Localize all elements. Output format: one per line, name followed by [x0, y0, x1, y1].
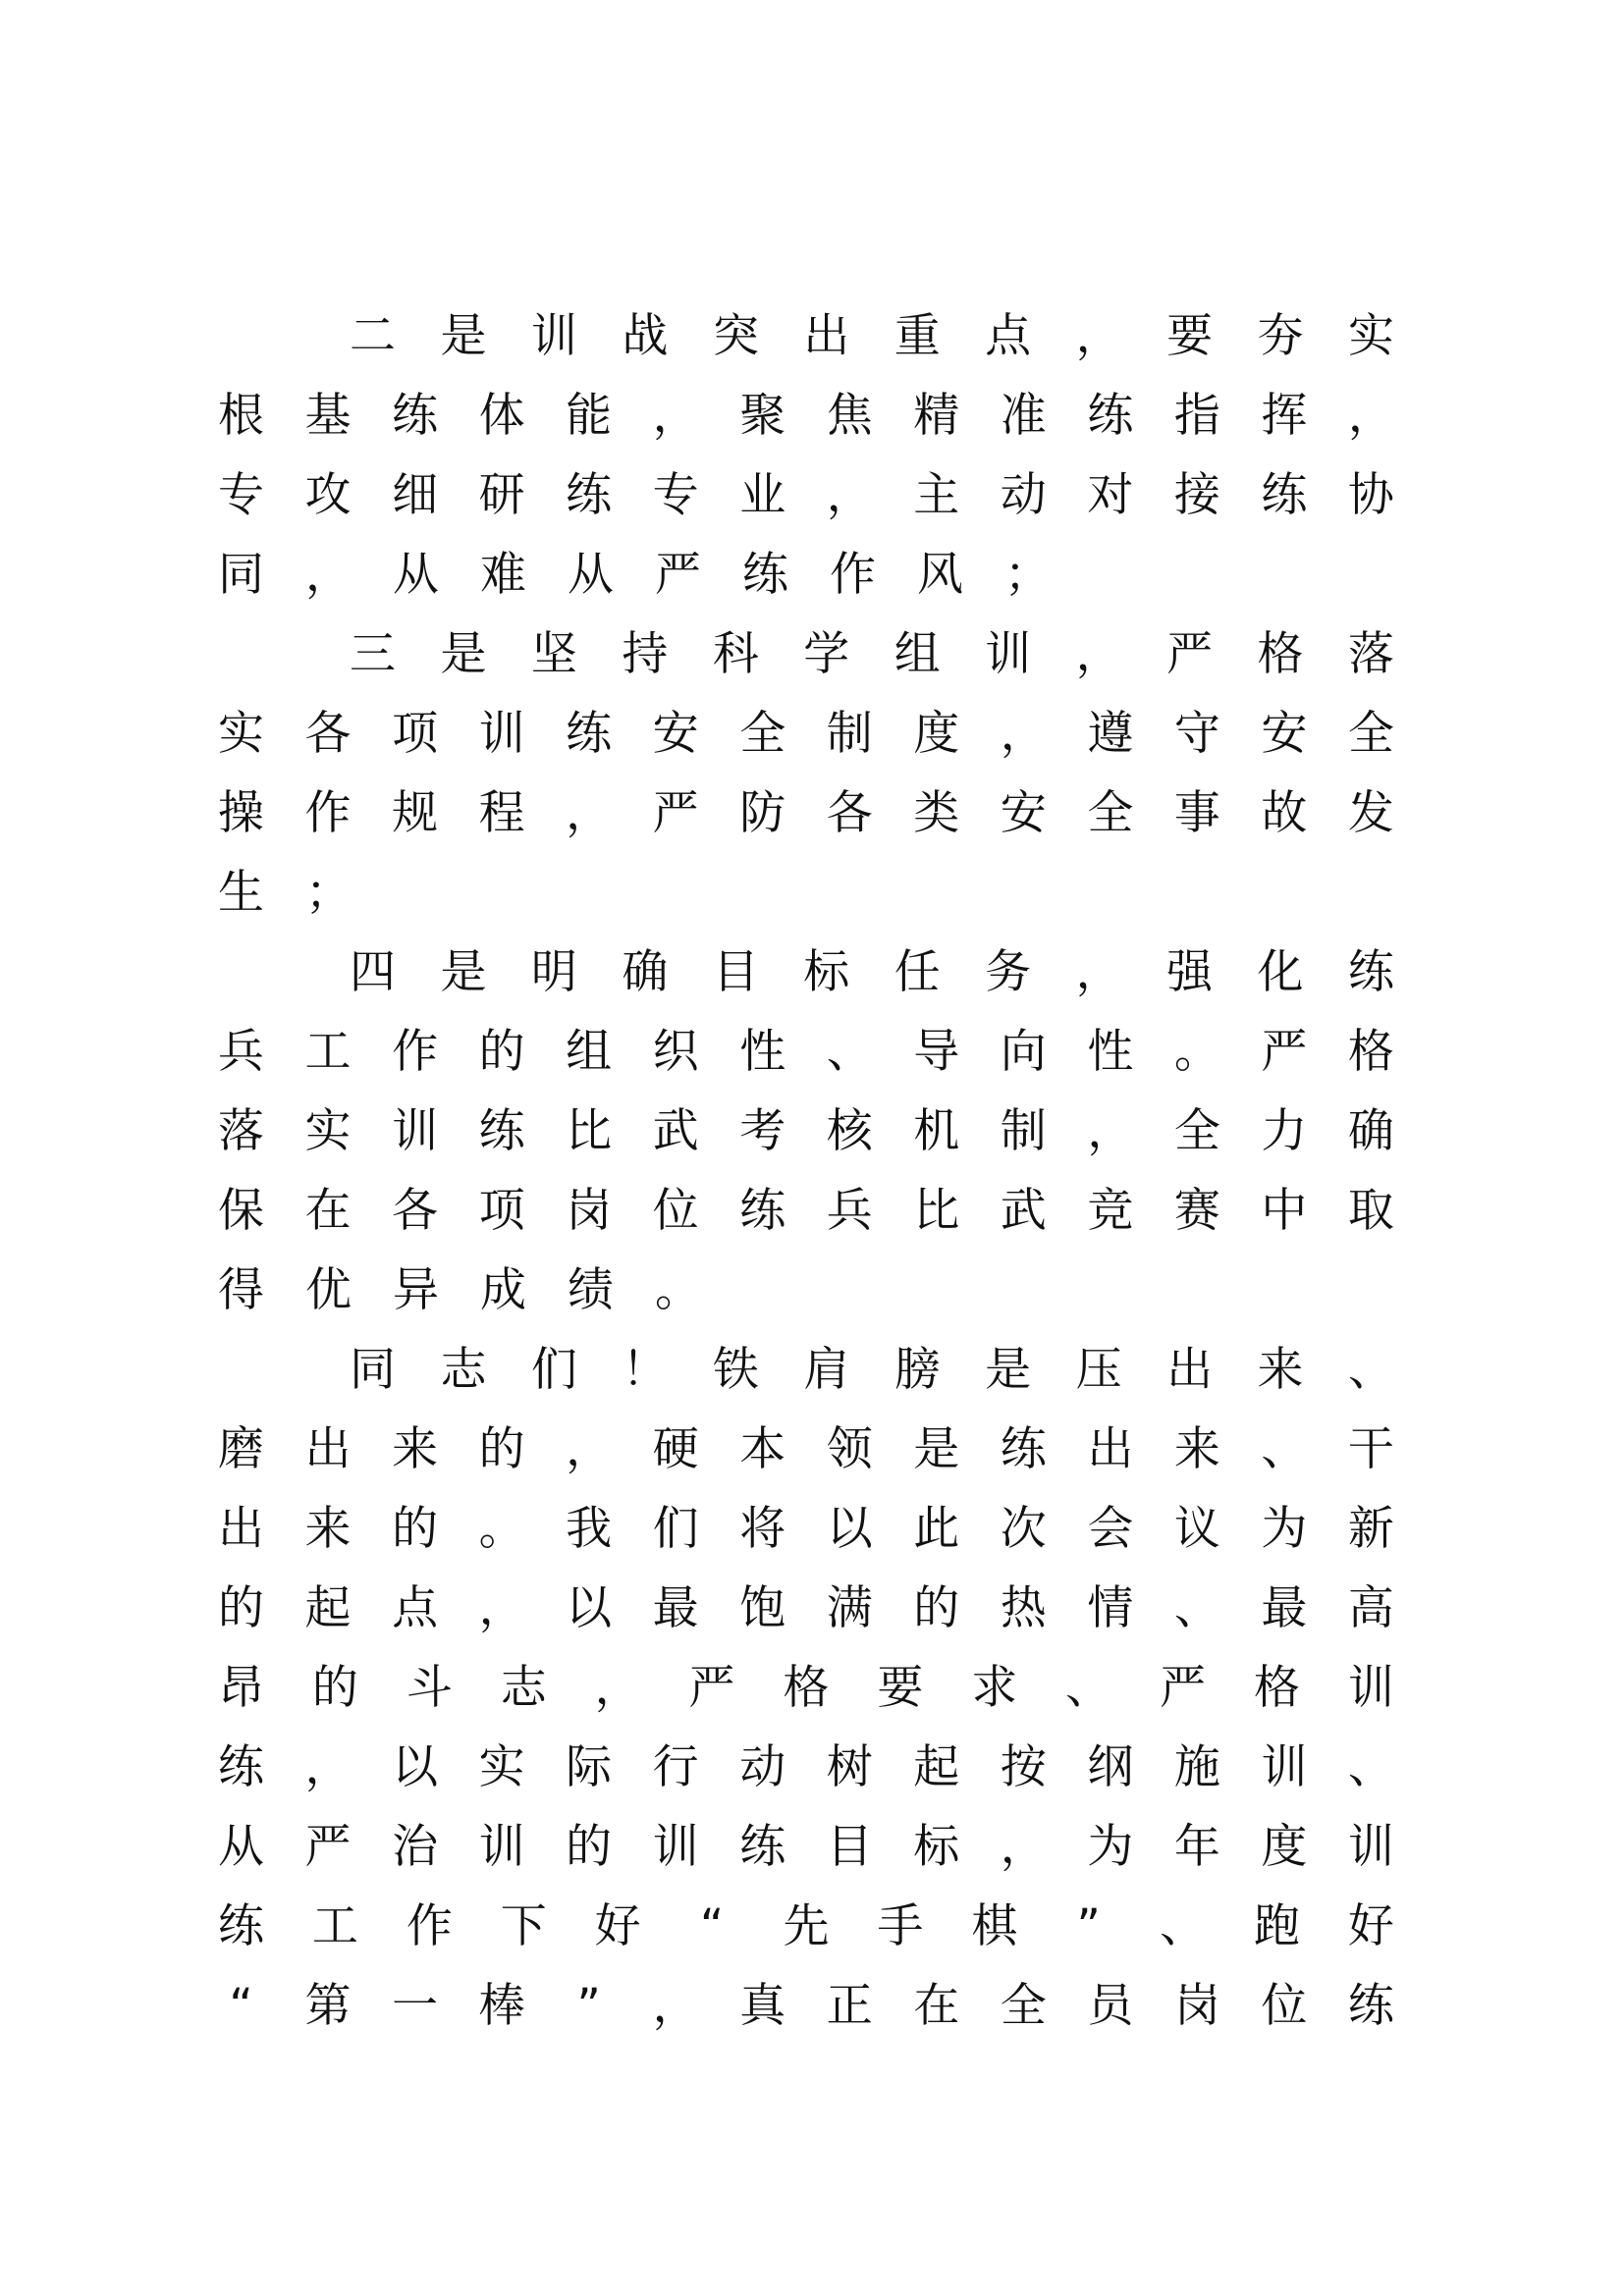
text-char: 膀	[893, 1343, 941, 1397]
text-char: 实	[304, 1104, 352, 1158]
text-char: 比	[566, 1104, 613, 1158]
text-char: 训	[392, 1104, 439, 1158]
text-char: 满	[826, 1581, 873, 1635]
text-char: 主	[913, 468, 960, 522]
text-char: ，	[594, 1661, 641, 1715]
text-char: 纲	[1087, 1740, 1134, 1794]
text-char: 坚	[530, 627, 577, 681]
text-char: ，	[566, 786, 613, 840]
text-line	[218, 296, 1394, 376]
text-char: 议	[1173, 1502, 1220, 1556]
text-char: 作	[304, 786, 352, 840]
text-char: ，	[652, 1979, 699, 2033]
text-char: ”	[576, 1979, 601, 2033]
text-char: 导	[913, 1025, 960, 1079]
text-line	[218, 614, 1394, 694]
text-line	[218, 1410, 1394, 1489]
text-char: 异	[393, 1263, 439, 1317]
text-char: 来	[1257, 1343, 1304, 1397]
text-line	[218, 1887, 1394, 1966]
text-char: 严	[304, 1820, 352, 1874]
text-char: 手	[877, 1899, 924, 1953]
text-char: 是	[913, 1422, 960, 1476]
text-char: 同	[218, 548, 264, 602]
text-char: 二	[350, 309, 396, 363]
text-char: 练	[1347, 945, 1394, 999]
text-char: 志	[440, 1343, 487, 1397]
text-char: 行	[652, 1740, 699, 1794]
text-char: 。	[478, 1502, 525, 1556]
text-char: 焦	[826, 389, 873, 443]
text-char: 们	[530, 1343, 577, 1397]
text-char: 将	[739, 1502, 786, 1556]
text-char: 精	[913, 389, 960, 443]
text-char: 高	[1347, 1581, 1394, 1635]
text-char: 成	[480, 1263, 526, 1317]
text-char: 得	[218, 1263, 264, 1317]
text-line	[218, 1092, 1394, 1171]
text-char: 故	[1261, 786, 1308, 840]
text-char: 、	[1065, 1661, 1112, 1715]
text-char: ；	[305, 866, 352, 920]
text-char: 安	[1261, 707, 1308, 761]
text-char: 点	[392, 1581, 439, 1635]
text-char: 练	[1087, 389, 1134, 443]
text-char: 对	[1087, 468, 1134, 522]
text-char: 起	[913, 1740, 960, 1794]
text-char: 全	[739, 707, 786, 761]
text-char: 体	[478, 389, 525, 443]
text-char: 此	[913, 1502, 960, 1556]
text-line	[218, 933, 1394, 1012]
text-char: 来	[304, 1502, 352, 1556]
text-char: 来	[1173, 1422, 1220, 1476]
text-char: 练	[742, 548, 788, 602]
text-char: 守	[1173, 707, 1220, 761]
text-char: 全	[1087, 786, 1134, 840]
text-char: 好	[1347, 1899, 1394, 1953]
text-char: 在	[913, 1979, 960, 2033]
text-char: 训	[1347, 1820, 1394, 1874]
text-char: 练	[218, 1740, 264, 1794]
text-char: 绩	[568, 1263, 614, 1317]
text-char: 组	[566, 1025, 613, 1079]
text-char: 专	[652, 468, 699, 522]
text-char: 项	[478, 1184, 525, 1238]
text-char: 的	[218, 1581, 264, 1635]
text-char: 确	[1347, 1104, 1394, 1158]
text-char: 落	[1347, 627, 1394, 681]
text-char: 全	[1000, 1979, 1047, 2033]
text-line	[218, 853, 1394, 933]
text-char: 训	[478, 707, 525, 761]
text-char: 性	[1087, 1025, 1134, 1079]
text-char: 目	[712, 945, 759, 999]
text-char: 协	[1347, 468, 1394, 522]
text-char: 出	[1166, 1343, 1214, 1397]
body-text	[218, 296, 1394, 2046]
text-char: 兵	[826, 1184, 873, 1238]
text-char: ”	[1076, 1899, 1101, 1953]
text-char: 作	[830, 548, 876, 602]
text-char: 训	[1347, 1661, 1394, 1715]
text-char: 遵	[1087, 707, 1134, 761]
text-char: 要	[877, 1661, 924, 1715]
text-line	[218, 1330, 1394, 1410]
text-char: ，	[1000, 707, 1047, 761]
text-char: 根	[218, 389, 264, 443]
text-char: 难	[480, 548, 526, 602]
text-char: 防	[739, 786, 786, 840]
text-char: ，	[478, 1581, 525, 1635]
text-char: 练	[1000, 1422, 1047, 1476]
text-char: 是	[440, 945, 487, 999]
text-char: 为	[1261, 1502, 1308, 1556]
text-char: 施	[1173, 1740, 1220, 1794]
text-char: 。	[1173, 1025, 1220, 1079]
text-char: 接	[1173, 468, 1220, 522]
text-char: 们	[652, 1502, 699, 1556]
text-char: 各	[304, 707, 352, 761]
text-char: 本	[739, 1422, 786, 1476]
text-char: 出	[803, 309, 850, 363]
text-char: 度	[913, 707, 960, 761]
text-char: 工	[304, 1025, 352, 1079]
text-char: 风	[917, 548, 963, 602]
text-char: 竞	[1087, 1184, 1134, 1238]
text-char: 落	[218, 1104, 264, 1158]
text-char: “	[699, 1899, 725, 1953]
text-char: 武	[652, 1104, 699, 1158]
text-char: 位	[652, 1184, 699, 1238]
text-char: 按	[1000, 1740, 1047, 1794]
text-char: 第	[304, 1979, 352, 2033]
text-char: 挥	[1261, 389, 1308, 443]
text-char: 指	[1173, 389, 1220, 443]
text-char: 全	[1347, 707, 1394, 761]
text-char: 树	[826, 1740, 873, 1794]
text-char: 取	[1347, 1184, 1394, 1238]
text-char: 组	[893, 627, 941, 681]
text-char: 核	[826, 1104, 873, 1158]
text-line	[218, 1012, 1394, 1092]
text-char: 练	[566, 468, 613, 522]
text-char: 练	[1261, 468, 1308, 522]
text-line	[218, 1489, 1394, 1569]
text-char: 棒	[478, 1979, 525, 2033]
text-char: 斗	[406, 1661, 453, 1715]
text-char: ，	[1075, 309, 1122, 363]
text-char: 作	[392, 1025, 439, 1079]
text-char: 为	[1087, 1820, 1134, 1874]
text-char: 化	[1257, 945, 1304, 999]
text-char: 目	[826, 1820, 873, 1874]
text-char: 安	[1000, 786, 1047, 840]
text-char: 度	[1261, 1820, 1308, 1874]
text-char: 织	[652, 1025, 699, 1079]
text-char: 考	[739, 1104, 786, 1158]
text-char: 、	[1347, 1740, 1394, 1794]
text-line	[218, 1728, 1394, 1807]
text-char: 的	[913, 1581, 960, 1635]
text-char: 在	[304, 1184, 352, 1238]
text-char: 力	[1261, 1104, 1308, 1158]
text-char: 格	[1253, 1661, 1300, 1715]
text-char: 动	[1000, 468, 1047, 522]
text-char: 向	[1000, 1025, 1047, 1079]
text-char: 出	[304, 1422, 352, 1476]
text-char: 实	[1347, 309, 1394, 363]
text-char: 员	[1087, 1979, 1134, 2033]
text-char: 各	[392, 1184, 439, 1238]
text-char: 制	[826, 707, 873, 761]
text-char: 训	[985, 627, 1032, 681]
text-line	[218, 376, 1394, 455]
text-char: 饱	[739, 1581, 786, 1635]
text-char: 、	[1261, 1422, 1308, 1476]
text-char: 以	[826, 1502, 873, 1556]
text-char: 格	[1257, 627, 1304, 681]
text-char: 比	[913, 1184, 960, 1238]
text-char: 严	[1166, 627, 1214, 681]
text-char: 我	[566, 1502, 613, 1556]
text-char: “	[229, 1979, 253, 2033]
text-char: 以	[566, 1581, 613, 1635]
text-char: 从	[393, 548, 439, 602]
text-char: 三	[350, 627, 396, 681]
text-char: 科	[712, 627, 759, 681]
text-char: 练	[218, 1899, 264, 1953]
text-char: 兵	[218, 1025, 264, 1079]
text-char: 的	[566, 1820, 613, 1874]
text-char: 同	[350, 1343, 396, 1397]
text-char: 严	[688, 1661, 735, 1715]
text-char: 机	[913, 1104, 960, 1158]
text-char: 实	[478, 1740, 525, 1794]
text-char: 优	[305, 1263, 352, 1317]
text-char: 从	[568, 548, 614, 602]
text-char: 务	[985, 945, 1032, 999]
text-char: 训	[530, 309, 577, 363]
text-char: 聚	[739, 389, 786, 443]
text-char: 严	[1160, 1661, 1207, 1715]
text-char: ，	[1000, 1820, 1047, 1874]
text-char: 训	[478, 1820, 525, 1874]
text-char: ，	[566, 1422, 613, 1476]
text-char: 新	[1347, 1502, 1394, 1556]
text-char: 生	[218, 866, 264, 920]
text-char: 中	[1261, 1184, 1308, 1238]
text-char: 发	[1347, 786, 1394, 840]
text-char: 干	[1347, 1422, 1394, 1476]
text-char: ，	[1087, 1104, 1134, 1158]
text-char: 位	[1261, 1979, 1308, 2033]
text-char: 真	[739, 1979, 786, 2033]
text-char: 任	[893, 945, 941, 999]
text-char: ，	[305, 548, 352, 602]
text-char: 学	[803, 627, 850, 681]
text-char: 要	[1166, 309, 1214, 363]
text-char: ，	[652, 389, 699, 443]
text-char: 标	[803, 945, 850, 999]
text-char: 是	[985, 1343, 1032, 1397]
text-char: 确	[622, 945, 669, 999]
text-char: 志	[500, 1661, 547, 1715]
text-char: 实	[218, 707, 264, 761]
text-char: 训	[1261, 1740, 1308, 1794]
text-char: 的	[392, 1502, 439, 1556]
text-char: 练	[566, 707, 613, 761]
text-char: 的	[478, 1025, 525, 1079]
text-line	[218, 1569, 1394, 1648]
text-char: 肩	[803, 1343, 850, 1397]
text-char: 热	[1000, 1581, 1047, 1635]
text-char: ，	[1075, 945, 1122, 999]
text-char: 攻	[304, 468, 352, 522]
text-char: 最	[652, 1581, 699, 1635]
text-char: ，	[304, 1740, 352, 1794]
text-char: 动	[739, 1740, 786, 1794]
text-char: 业	[739, 468, 786, 522]
text-line	[218, 694, 1394, 774]
text-char: 工	[311, 1899, 358, 1953]
text-char: 正	[826, 1979, 873, 2033]
text-char: 格	[783, 1661, 830, 1715]
text-char: 好	[594, 1899, 641, 1953]
text-char: 性	[739, 1025, 786, 1079]
text-char: 是	[440, 627, 487, 681]
text-char: 压	[1075, 1343, 1122, 1397]
text-line	[218, 535, 1394, 614]
text-char: 练	[739, 1820, 786, 1874]
text-char: 来	[392, 1422, 439, 1476]
text-char: 、	[1173, 1581, 1220, 1635]
text-char: 先	[783, 1899, 830, 1953]
text-char: 事	[1173, 786, 1220, 840]
text-char: 作	[406, 1899, 453, 1953]
text-char: 突	[712, 309, 759, 363]
text-char: 标	[913, 1820, 960, 1874]
text-char: 从	[218, 1820, 264, 1874]
text-char: 各	[826, 786, 873, 840]
text-char: 准	[1000, 389, 1047, 443]
text-char: 全	[1173, 1104, 1220, 1158]
text-char: 以	[392, 1740, 439, 1794]
text-char: 昂	[218, 1661, 264, 1715]
text-char: 练	[478, 1104, 525, 1158]
text-char: 项	[392, 707, 439, 761]
text-line	[218, 455, 1394, 535]
text-char: 练	[1347, 1979, 1394, 2033]
text-char: 保	[218, 1184, 264, 1238]
text-char: 格	[1347, 1025, 1394, 1079]
text-char: 铁	[712, 1343, 759, 1397]
text-char: 持	[622, 627, 669, 681]
text-char: ，	[826, 468, 873, 522]
text-char: 严	[1261, 1025, 1308, 1079]
text-char: 规	[392, 786, 439, 840]
text-char: 训	[652, 1820, 699, 1874]
text-char: 起	[304, 1581, 352, 1635]
text-char: 武	[1000, 1184, 1047, 1238]
text-line	[218, 1648, 1394, 1728]
text-char: 程	[478, 786, 525, 840]
text-char: 岗	[1173, 1979, 1220, 2033]
text-char: ，	[1347, 389, 1394, 443]
text-line	[218, 1251, 1394, 1330]
text-char: 磨	[218, 1422, 264, 1476]
text-char: 明	[530, 945, 577, 999]
text-char: 是	[440, 309, 487, 363]
text-char: 、	[1347, 1343, 1394, 1397]
text-char: 棋	[971, 1899, 1018, 1953]
text-char: 治	[392, 1820, 439, 1874]
text-char: 练	[739, 1184, 786, 1238]
text-char: 硬	[652, 1422, 699, 1476]
text-char: 出	[218, 1502, 264, 1556]
text-char: ；	[1004, 548, 1051, 602]
text-char: 、	[1160, 1899, 1207, 1953]
text-char: 点	[985, 309, 1032, 363]
text-char: 严	[655, 548, 701, 602]
text-char: 研	[478, 468, 525, 522]
text-char: 基	[304, 389, 352, 443]
text-char: 细	[392, 468, 439, 522]
text-char: 四	[350, 945, 396, 999]
text-char: 安	[652, 707, 699, 761]
text-char: 严	[652, 786, 699, 840]
text-char: 际	[566, 1740, 613, 1794]
text-char: ！	[622, 1343, 669, 1397]
text-char: 领	[826, 1422, 873, 1476]
text-char: 赛	[1173, 1184, 1220, 1238]
text-char: 夯	[1257, 309, 1304, 363]
text-char: 制	[1000, 1104, 1047, 1158]
text-char: 的	[478, 1422, 525, 1476]
text-char: 下	[500, 1899, 547, 1953]
text-line	[218, 774, 1394, 853]
text-char: 。	[655, 1263, 701, 1317]
text-char: 年	[1173, 1820, 1220, 1874]
text-char: 的	[311, 1661, 358, 1715]
text-line	[218, 1807, 1394, 1887]
text-char: 重	[893, 309, 941, 363]
text-char: 战	[622, 309, 669, 363]
text-line	[218, 1171, 1394, 1251]
text-char: 岗	[566, 1184, 613, 1238]
text-char: 强	[1166, 945, 1214, 999]
text-char: 会	[1087, 1502, 1134, 1556]
text-char: ，	[1075, 627, 1122, 681]
text-char: 求	[971, 1661, 1018, 1715]
text-line	[218, 1966, 1394, 2046]
text-char: 专	[218, 468, 264, 522]
text-char: 、	[826, 1025, 873, 1079]
text-char: 次	[1000, 1502, 1047, 1556]
text-char: 跑	[1253, 1899, 1300, 1953]
text-char: 情	[1087, 1581, 1134, 1635]
text-char: 一	[392, 1979, 439, 2033]
text-char: 出	[1087, 1422, 1134, 1476]
text-char: 类	[913, 786, 960, 840]
text-char: 练	[392, 389, 439, 443]
text-char: 操	[218, 786, 264, 840]
text-char: 最	[1261, 1581, 1308, 1635]
text-char: 能	[566, 389, 613, 443]
